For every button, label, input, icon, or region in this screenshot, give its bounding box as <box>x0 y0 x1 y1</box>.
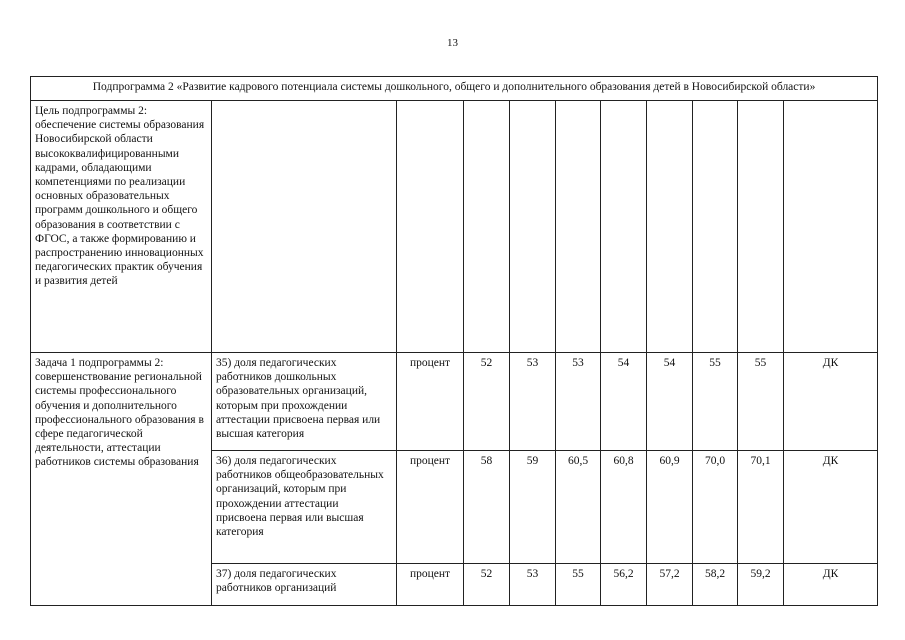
indicator-value: 55 <box>693 353 738 451</box>
indicator-value: 55 <box>738 353 784 451</box>
indicator-value: 53 <box>510 564 556 606</box>
indicator-value: 70,0 <box>693 451 738 564</box>
indicator-executor: ДК <box>784 353 878 451</box>
indicator-value: 70,1 <box>738 451 784 564</box>
indicator-value: 60,8 <box>601 451 647 564</box>
indicator-row-35 <box>31 353 878 451</box>
indicator-value: 60,5 <box>556 451 601 564</box>
indicator-value: 53 <box>556 353 601 451</box>
indicator-value: 58 <box>464 451 510 564</box>
indicator-unit: процент <box>397 564 464 606</box>
indicator-value: 59 <box>510 451 556 564</box>
indicator-value: 52 <box>464 353 510 451</box>
empty-cell <box>647 101 693 353</box>
indicator-executor: ДК <box>784 564 878 606</box>
subprogram-header-row <box>31 77 878 101</box>
indicator-value: 56,2 <box>601 564 647 606</box>
indicator-value: 54 <box>647 353 693 451</box>
empty-cell <box>556 101 601 353</box>
subprogram-header: Подпрограмма 2 «Развитие кадрового потенциала системы дошкольного, общего и дополнительного образования детей в Новосибирской области» <box>31 77 878 101</box>
indicator-value: 55 <box>556 564 601 606</box>
indicator-value: 54 <box>601 353 647 451</box>
indicator-unit: процент <box>397 353 464 451</box>
empty-cell <box>693 101 738 353</box>
empty-cell <box>601 101 647 353</box>
indicator-name: 37) доля педагогических работников организаций <box>212 564 397 606</box>
task-cell: Задача 1 подпрограммы 2: совершенствование региональной системы профессионального обучения и дополнительного профессионального образования в сфере педагогической деятельности, аттестации работников системы образования <box>31 353 212 606</box>
indicator-value: 53 <box>510 353 556 451</box>
indicator-value: 52 <box>464 564 510 606</box>
indicator-value: 60,9 <box>647 451 693 564</box>
empty-cell <box>510 101 556 353</box>
empty-cell <box>397 101 464 353</box>
indicator-value: 57,2 <box>647 564 693 606</box>
empty-cell <box>212 101 397 353</box>
indicator-name: 35) доля педагогических работников дошкольных образовательных организаций, которым при прохождении аттестации присвоена первая или высшая категория <box>212 353 397 451</box>
indicator-unit: процент <box>397 451 464 564</box>
indicator-value: 58,2 <box>693 564 738 606</box>
indicators-table <box>30 76 878 606</box>
indicator-name: 36) доля педагогических работников общеобразовательных организаций, которым при прохождении аттестации присвоена первая или высшая категория <box>212 451 397 564</box>
page-number: 13 <box>447 37 458 49</box>
empty-cell <box>738 101 784 353</box>
indicator-value: 59,2 <box>738 564 784 606</box>
empty-cell <box>784 101 878 353</box>
empty-cell <box>464 101 510 353</box>
indicator-executor: ДК <box>784 451 878 564</box>
goal-row <box>31 101 878 353</box>
goal-cell: Цель подпрограммы 2: обеспечение системы образования Новосибирской области высококвалифицированными кадрами, обладающими компетенциями по реализации основных образовательных программ дошкольного и общего образования в соответствии с ФГОС, а также формированию и распространению инновационных педагогических практик обучения и развития детей <box>31 101 212 353</box>
